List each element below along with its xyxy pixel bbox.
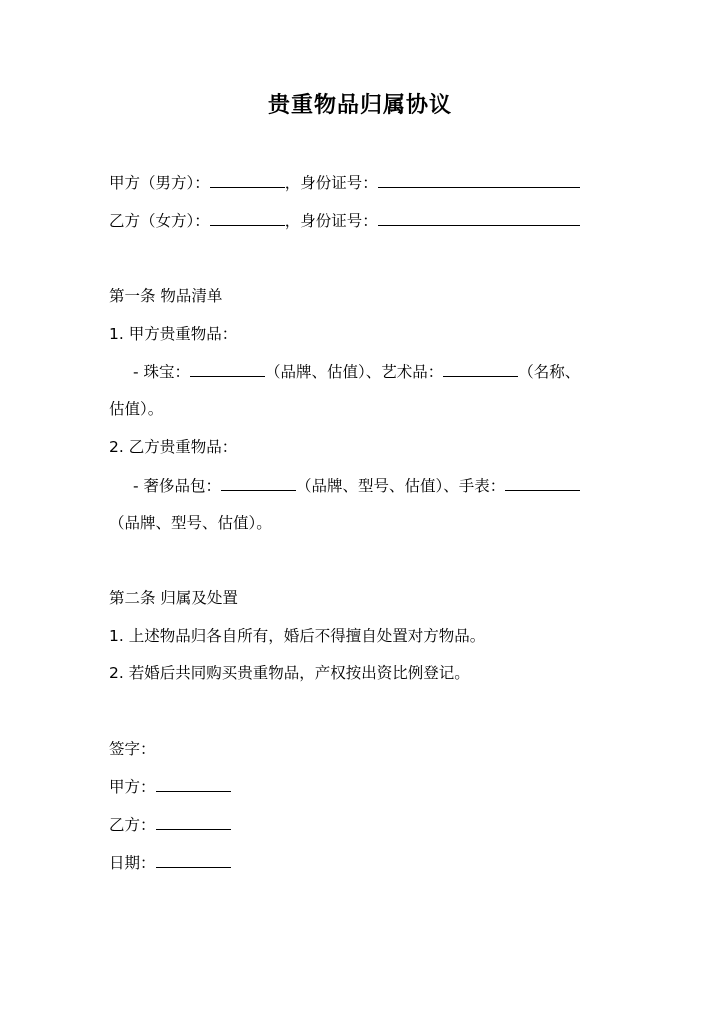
- document-title: 贵重物品归属协议: [267, 93, 452, 118]
- signature-party-a-label: 甲方：: [109, 778, 156, 796]
- article1-item2-line2: （品牌、型号、估值）。: [109, 514, 272, 532]
- jewelry-blank: [190, 361, 265, 377]
- signature-date-label: 日期：: [109, 854, 156, 872]
- signature-party-b: [109, 814, 231, 835]
- jewelry-label: - 珠宝：: [133, 363, 191, 381]
- party-a-name-blank: [210, 172, 285, 188]
- article2-heading: 第二条 归属及处置: [109, 589, 238, 607]
- signature-party-b-blank: [156, 814, 231, 830]
- signature-heading: 签字：: [109, 740, 156, 758]
- signature-party-a-blank: [156, 776, 231, 792]
- luxury-bag-note: （品牌、型号、估值）、手表：: [296, 477, 506, 495]
- party-a-id-blank: [378, 172, 580, 188]
- article1-item2-line1: [133, 475, 580, 496]
- artwork-note: （名称、: [518, 363, 581, 381]
- party-b-name-blank: [210, 210, 285, 226]
- signature-party-b-label: 乙方：: [109, 816, 156, 834]
- signature-date: [109, 852, 231, 873]
- signature-party-a: [109, 776, 231, 797]
- article1-item1-line1: [133, 361, 580, 382]
- party-b-id-label: ，身份证号：: [284, 212, 378, 230]
- article2-clause2: 2. 若婚后共同购买贵重物品，产权按出资比例登记。: [109, 664, 470, 682]
- luxury-bag-label: - 奢侈品包：: [133, 477, 222, 495]
- jewelry-note: （品牌、估值）、艺术品：: [265, 363, 444, 381]
- party-b-line: [109, 210, 580, 231]
- party-b-id-blank: [378, 210, 580, 226]
- party-a-label: 甲方（男方）：: [109, 174, 210, 192]
- party-b-label: 乙方（女方）：: [109, 212, 210, 230]
- article2-clause1: 1. 上述物品归各自所有，婚后不得擅自处置对方物品。: [109, 627, 486, 645]
- article1-heading: 第一条 物品清单: [109, 287, 223, 305]
- party-a-line: [109, 172, 580, 193]
- article1-item2-title: 2. 乙方贵重物品：: [109, 438, 238, 456]
- luxury-bag-blank: [221, 475, 296, 491]
- article1-item1-line2: 估值）。: [109, 400, 164, 418]
- artwork-blank: [443, 361, 518, 377]
- watch-blank: [505, 475, 580, 491]
- signature-date-blank: [156, 852, 231, 868]
- party-a-id-label: ，身份证号：: [284, 174, 378, 192]
- article1-item1-title: 1. 甲方贵重物品：: [109, 325, 238, 343]
